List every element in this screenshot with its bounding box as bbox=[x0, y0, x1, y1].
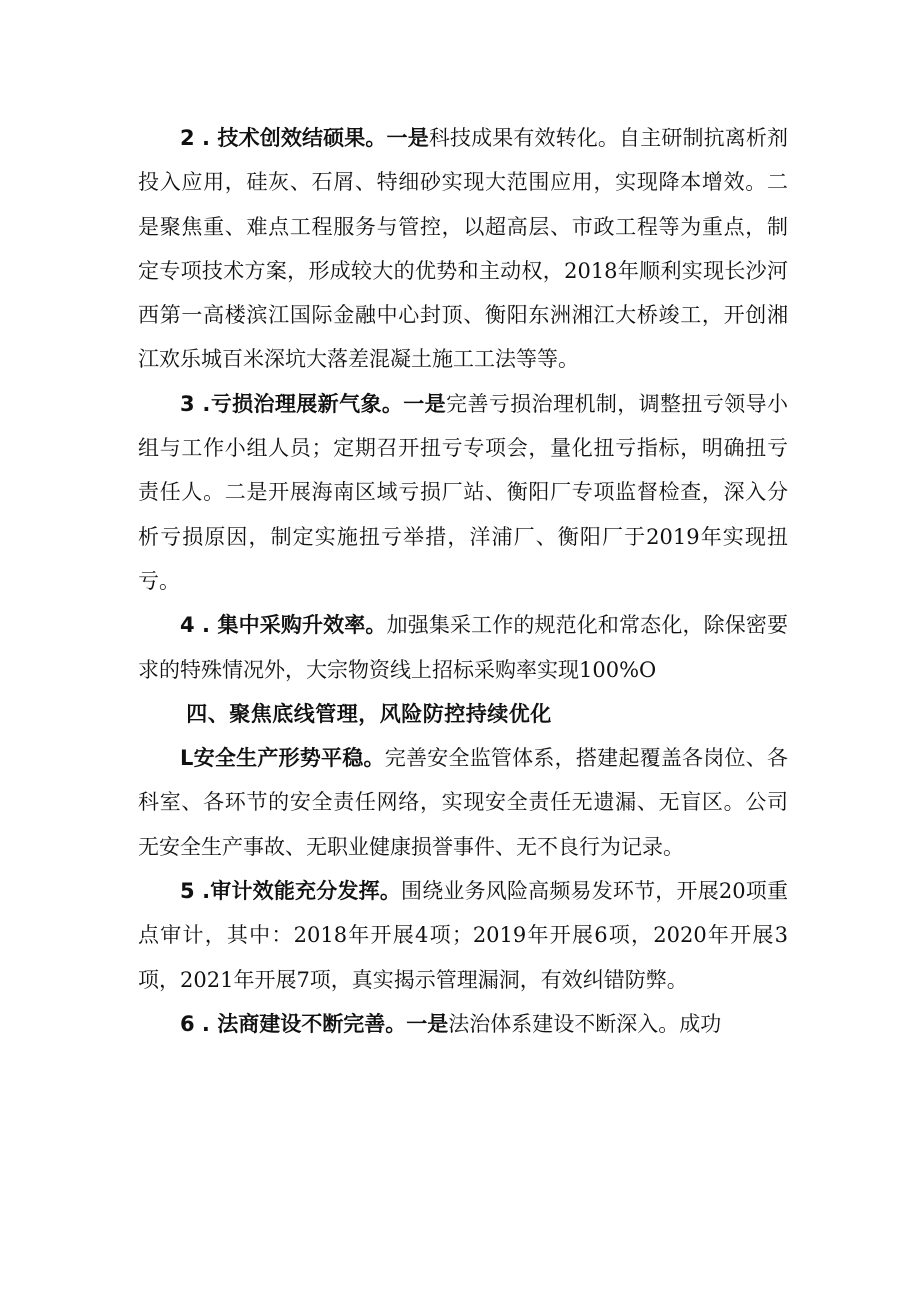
paragraph-lead: L安全生产形势平稳。 bbox=[180, 746, 385, 771]
paragraph-text: 科技成果有效转化。自主研制抗离析剂投入应用，硅灰、石屑、特细砂实现大范围应用，实现降本增效。二是聚焦重、难点工程服务与管控，以超高层、市政工程等为重点，制定专项技术方案，形成较大的优势和主动权，2018年顺利实现长沙河西第一高楼滨江国际金融中心封顶、衡阳东洲湘江大桥竣工，开创湘江欢乐城百米深坑大落差混凝土施工工法等等。 bbox=[138, 126, 789, 372]
paragraph-loss-governance bbox=[138, 382, 788, 603]
paragraph-lead: 5 .审计效能充分发挥。 bbox=[180, 879, 402, 904]
paragraph-lead: 2 . 技术创效结硕果。一是 bbox=[180, 126, 429, 150]
paragraph-legal-construction bbox=[138, 1002, 788, 1046]
paragraph-text: 围绕业务风险高频易发环节，开展20项重点审计，其中：2018年开展4项；2019年开展6项，2020年开展3项，2021年开展7项，真实揭示管理漏洞，有效纠错防弊。 bbox=[138, 879, 788, 992]
paragraph-text: 加强集采工作的规范化和常态化，除保密要求的特殊情况外，大宗物资线上招标采购率实现100%O bbox=[138, 613, 788, 682]
document-body bbox=[138, 116, 788, 1046]
paragraph-centralized-procurement bbox=[138, 603, 788, 692]
section-heading: 四、聚焦底线管理，风险防控持续优化 bbox=[186, 701, 552, 726]
paragraph-lead: 3 .亏损治理展新气象。一是 bbox=[180, 391, 447, 416]
paragraph-lead: 4 . 集中采购升效率。 bbox=[180, 613, 387, 638]
paragraph-audit-efficiency bbox=[138, 869, 788, 1002]
paragraph-tech-innovation bbox=[138, 116, 788, 382]
paragraph-lead: 6 . 法商建设不断完善。一是 bbox=[180, 1011, 449, 1036]
paragraph-text: 法治体系建设不断深入。成功 bbox=[448, 1011, 722, 1036]
paragraph-text: 完善安全监管体系，搭建起覆盖各岗位、各科室、各环节的安全责任网络，实现安全责任无遗漏、无盲区。公司无安全生产事故、无职业健康损誉事件、无不良行为记录。 bbox=[138, 746, 788, 859]
paragraph-safety-production bbox=[138, 736, 788, 869]
paragraph-text: 完善亏损治理机制，调整扭亏领导小组与工作小组人员；定期召开扭亏专项会，量化扭亏指标，明确扭亏责任人。二是开展海南区域亏损厂站、衡阳厂专项监督检查，深入分析亏损原因，制定实施扭亏举措，洋浦厂、衡阳厂于2019年实现扭亏。 bbox=[138, 391, 789, 593]
